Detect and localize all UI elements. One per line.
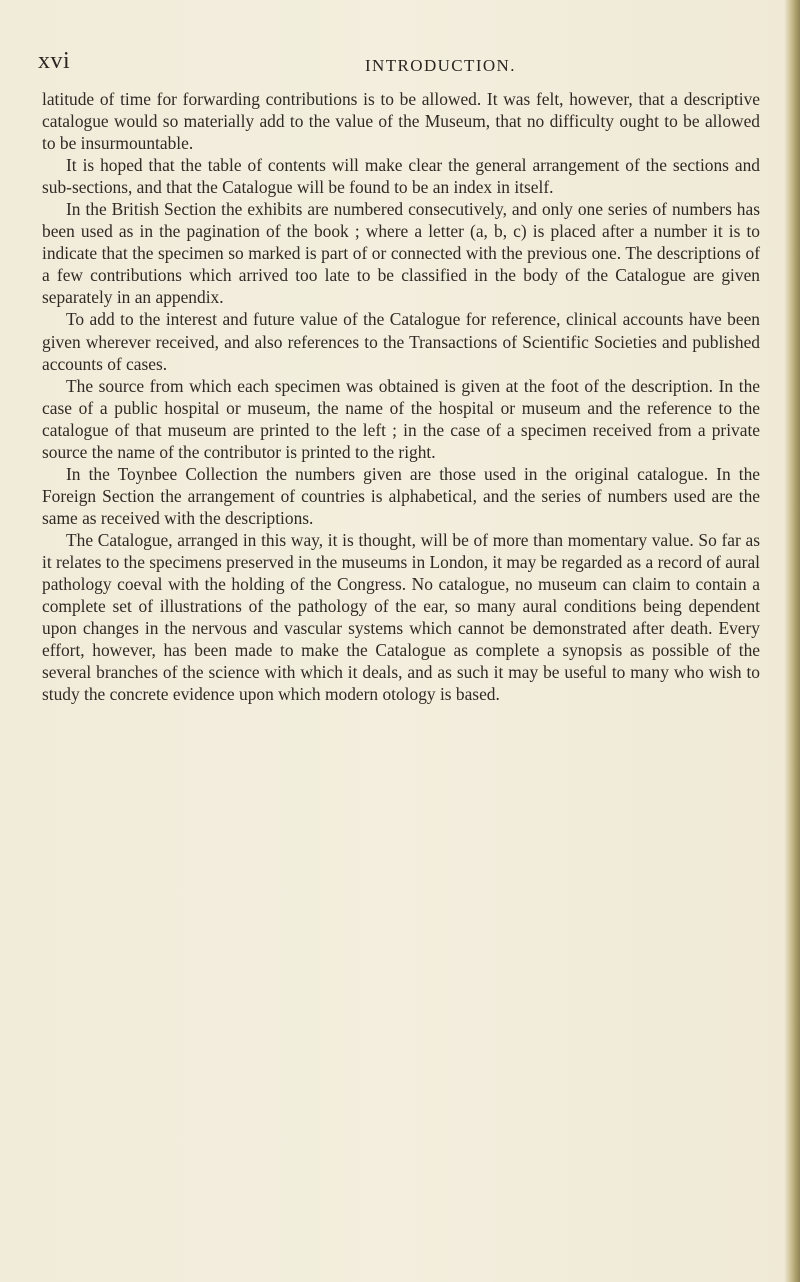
running-title: INTRODUCTION. (365, 56, 516, 75)
paragraph: It is hoped that the table of contents will make clear the general arrangement of the sections and sub-sections, and that the Catalogue will be found to be an index in itself. (42, 155, 760, 198)
page-header (38, 48, 762, 80)
paragraph: In the Toynbee Collection the numbers given are those used in the original catalogue. In the Foreign Section the arrangement of countries is alphabetical, and the series of numbers used are the same as received with the descriptions. (42, 463, 760, 528)
page-number: xvi (38, 48, 71, 74)
page-edge-shadow (784, 0, 800, 1282)
paragraph: latitude of time for forwarding contributions is to be allowed. It was felt, however, that a descriptive catalogue would so materially add to the value of the Museum, that no difficulty ought to be allowed to be insurmountable. (42, 89, 760, 154)
paragraph: The Catalogue, arranged in this way, it is thought, will be of more than momentary value. So far as it relates to the specimens preserved in the museums in London, it may be regarded as a record of aural pathology coeval with the holding of the Congress. No catalogue, no museum can claim to contain a complete set of illustrations of the pathology of the ear, so many aural conditions being dependent upon changes in the nervous and vascular systems which cannot be demonstrated after death. Every effort, however, has been made to make the Catalogue as complete a synopsis as possible of the several branches of the science with which it deals, and as such it may be useful to many who wish to study the concrete evidence upon which modern otology is based. (42, 529, 760, 705)
paragraph: The source from which each specimen was obtained is given at the foot of the description. In the case of a public hospital or museum, the name of the hospital or museum and the reference to the catalogue of that museum are printed to the left ; in the case of a specimen received from a private source the name of the contributor is printed to the right. (42, 375, 760, 462)
paragraph: To add to the interest and future value of the Catalogue for reference, clinical accounts have been given wherever received, and also references to the Transactions of Scientific Societies and published accounts of cases. (42, 309, 760, 374)
paragraph: In the British Section the exhibits are numbered consecutively, and only one series of numbers has been used as in the pagination of the book ; where a letter (a, b, c) is placed after a number it is to indicate that the specimen so marked is part of or connected with the previous one. The descriptions of a few contributions which arrived too late to be classified in the body of the Catalogue are given separately in an appendix. (42, 199, 760, 308)
body-text (42, 88, 760, 705)
